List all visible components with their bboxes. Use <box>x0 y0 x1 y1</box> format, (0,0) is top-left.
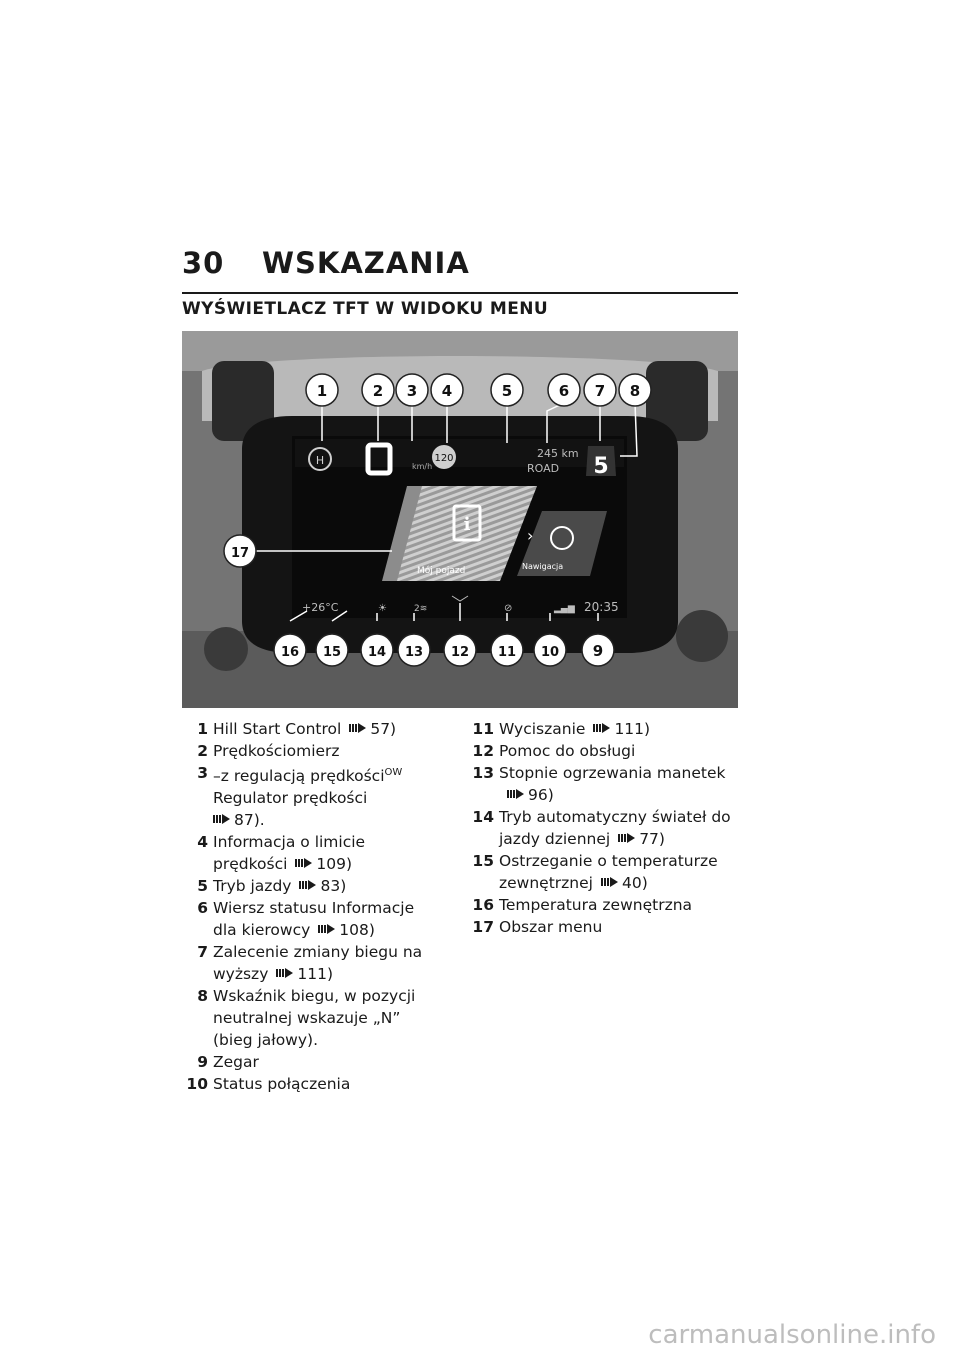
legend-number: 2 <box>197 742 208 760</box>
legend-number: 3 <box>197 764 208 782</box>
screen-menu-item-2: Nawigacja <box>522 562 564 571</box>
legend-number: 5 <box>197 877 208 896</box>
legend-number: 11 <box>472 720 494 738</box>
legend-number: 6 <box>197 899 208 918</box>
legend-text: –z regulacją prędkości <box>213 767 385 786</box>
legend-number: 9 <box>197 1053 208 1072</box>
svg-text:2≋: 2≋ <box>414 604 428 614</box>
callout-10 <box>534 634 566 666</box>
callout-14 <box>361 634 393 666</box>
page-ref: 111) <box>614 720 651 738</box>
legend-item <box>468 806 743 850</box>
svg-text:▂▄▆: ▂▄▆ <box>554 604 575 614</box>
page-ref: 111) <box>297 965 334 984</box>
legend-text: Wiersz statusu Informacje dla kierowcy <box>213 899 415 940</box>
legend-text: Tryb jazdy <box>213 877 292 896</box>
page-ref-arrow-icon <box>299 880 317 890</box>
page-ref: 40) <box>621 874 648 892</box>
page-ref-arrow-icon <box>213 814 231 824</box>
svg-text:1: 1 <box>316 382 328 400</box>
legend-item <box>182 897 442 941</box>
page-ref-arrow-icon <box>318 924 336 934</box>
legend-text: Zegar <box>213 1053 259 1072</box>
legend-text: Obszar menu <box>499 918 603 936</box>
page-ref: 77) <box>639 830 665 848</box>
legend-text: Informacja o limicie prędkości <box>213 833 366 874</box>
page-ref: 83) <box>320 877 347 896</box>
legend-text: Prędkościomierz <box>213 742 340 760</box>
legend-item <box>182 718 442 740</box>
legend-text: Stopnie ogrzewania manetek <box>499 764 726 782</box>
svg-text:11: 11 <box>497 645 517 660</box>
callout-8 <box>619 374 651 406</box>
page-ref: 57) <box>370 720 397 738</box>
callout-6 <box>548 374 580 406</box>
svg-text:10: 10 <box>540 645 560 660</box>
header-rule <box>182 292 738 294</box>
screen-range: 245 km <box>537 447 579 460</box>
legend-text: Zalecenie zmiany biegu na wyższy <box>213 943 423 984</box>
legend-number: 15 <box>472 852 494 870</box>
svg-text:8: 8 <box>629 382 641 400</box>
callout-15 <box>316 634 348 666</box>
svg-text:i: i <box>463 514 471 535</box>
legend-left <box>182 718 442 1095</box>
svg-text:›: › <box>527 526 534 545</box>
legend-text: Wskaźnik biegu, w pozycji neutralnej wskazuje „N” (bieg jałowy). <box>213 987 416 1050</box>
svg-text:4: 4 <box>441 382 453 400</box>
legend-number: 14 <box>472 808 494 826</box>
callout-5 <box>491 374 523 406</box>
legend-item <box>468 718 743 740</box>
svg-text:14: 14 <box>367 645 387 660</box>
legend-item <box>468 850 743 894</box>
legend-item <box>182 762 442 831</box>
legend-right <box>468 718 743 938</box>
legend-item <box>182 985 442 1051</box>
legend-item <box>182 1073 442 1095</box>
legend-text: Pomoc do obsługi <box>499 742 636 760</box>
screen-gear: 5 <box>593 454 609 479</box>
svg-text:☀: ☀ <box>378 603 387 614</box>
page-ref-arrow-icon <box>295 858 313 868</box>
page-ref-arrow-icon <box>593 723 611 733</box>
page-ref: 87). <box>234 811 265 830</box>
page-ref: 109) <box>316 855 353 874</box>
legend-subtext: Regulator prędkości <box>213 789 368 808</box>
callout-16 <box>274 634 306 666</box>
screen-speed-limit: 120 <box>434 453 454 464</box>
page-number: 30 <box>182 246 225 280</box>
legend-text: Status połączenia <box>213 1075 351 1094</box>
callout-11 <box>491 634 523 666</box>
legend-number: 17 <box>472 918 494 936</box>
svg-text:17: 17 <box>230 546 250 561</box>
svg-text:15: 15 <box>322 645 342 660</box>
screen-riding-mode: ROAD <box>527 462 560 475</box>
legend-number: 13 <box>472 764 494 782</box>
legend-number: 10 <box>186 1075 208 1094</box>
legend-item <box>468 894 743 916</box>
legend-number: 4 <box>197 833 208 852</box>
svg-text:5: 5 <box>501 382 513 400</box>
screen-speed-unit: km/h <box>412 462 433 471</box>
legend-number: 8 <box>197 987 208 1006</box>
legend-item <box>182 740 442 762</box>
legend-number: 7 <box>197 943 208 962</box>
callout-7 <box>584 374 616 406</box>
callout-9 <box>582 634 614 666</box>
legend-item <box>182 1051 442 1073</box>
legend-number: 1 <box>197 720 208 738</box>
legend-number: 12 <box>472 742 494 760</box>
legend-text: Ostrzeganie o temperaturze zewnętrznej <box>499 852 718 892</box>
page-ref: 96) <box>528 786 554 804</box>
callout-2 <box>362 374 394 406</box>
legend-item <box>182 875 442 897</box>
screen-temperature: +26°C <box>302 601 339 614</box>
legend-text: Tryb automatyczny świateł do jazdy dziennej <box>499 808 731 848</box>
dashboard-photo <box>182 331 738 708</box>
callout-4 <box>431 374 463 406</box>
screen-menu-item-1: Mój pojazd <box>417 566 466 576</box>
legend-item <box>182 941 442 985</box>
legend-text: Hill Start Control <box>213 720 342 738</box>
svg-text:6: 6 <box>558 382 570 400</box>
svg-text:3: 3 <box>406 382 418 400</box>
legend-item <box>468 740 743 762</box>
callout-3 <box>396 374 428 406</box>
legend-item <box>182 831 442 875</box>
section-title: WYŚWIETLACZ TFT W WIDOKU MENU <box>182 299 549 319</box>
legend-text: Temperatura zewnętrzna <box>499 896 693 914</box>
svg-text:9: 9 <box>592 642 604 660</box>
page-header <box>182 243 470 283</box>
callout-12 <box>444 634 476 666</box>
legend-item <box>468 916 743 938</box>
svg-text:12: 12 <box>450 645 470 660</box>
watermark: carmanualsonline.info <box>648 1320 936 1350</box>
svg-text:⊘: ⊘ <box>504 603 513 614</box>
page-ref-arrow-icon <box>618 833 636 843</box>
screen-time: 20:35 <box>584 600 619 614</box>
page-ref-arrow-icon <box>276 968 294 978</box>
callout-17 <box>224 535 256 567</box>
page-ref-arrow-icon <box>507 789 525 799</box>
page-ref: 108) <box>339 921 375 940</box>
svg-text:2: 2 <box>372 382 384 400</box>
svg-text:13: 13 <box>404 645 424 660</box>
legend-text: Wyciszanie <box>499 720 586 738</box>
svg-text:7: 7 <box>594 382 606 400</box>
svg-text:H: H <box>315 454 325 467</box>
page-ref-arrow-icon <box>349 723 367 733</box>
option-marker: OW <box>384 767 403 778</box>
chapter-title: WSKAZANIA <box>262 246 470 280</box>
svg-text:16: 16 <box>280 645 300 660</box>
page-ref-arrow-icon <box>601 877 619 887</box>
legend-item <box>468 762 743 806</box>
callout-1 <box>306 374 338 406</box>
legend-number: 16 <box>472 896 494 914</box>
callout-13 <box>398 634 430 666</box>
